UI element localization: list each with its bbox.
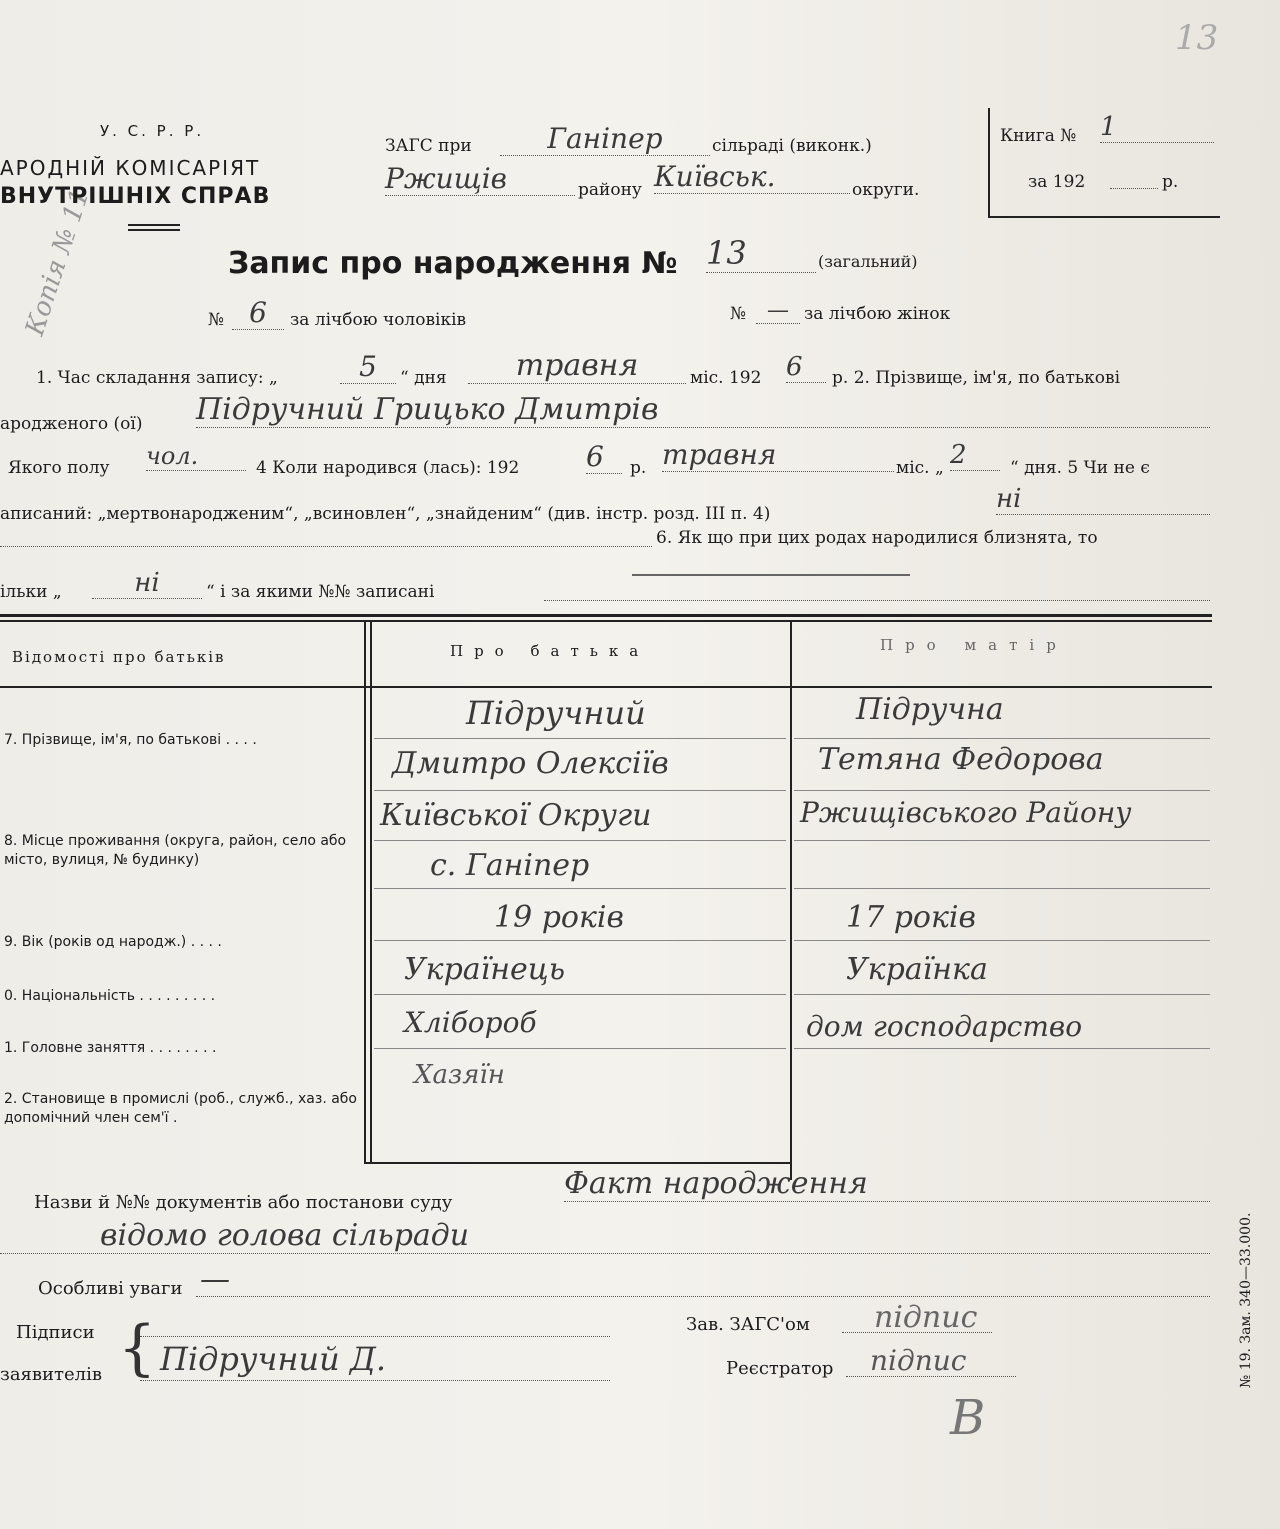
col-header-mother: Про матір [880, 636, 1068, 654]
child-name: Підручний Грицько Дмитрів [196, 392, 1210, 428]
zags-head-signature: підпис [874, 1300, 978, 1335]
raion-value: Ржищів [385, 162, 575, 196]
book-year-label: за 192 [1028, 172, 1086, 192]
father-occupation: Хлібороб [404, 1006, 537, 1039]
mother-residence: Ржищівського Району [800, 796, 1132, 829]
men-count-value: 6 [232, 296, 284, 330]
father-position: Хазяїн [414, 1060, 505, 1090]
field5-label: “ дня. 5 Чи не є [1010, 458, 1150, 478]
status-continuation [0, 546, 652, 547]
registrar-signature: підпис [870, 1344, 967, 1377]
applicant-signature-line-1 [140, 1336, 610, 1337]
notes-value: — [200, 1262, 230, 1297]
row-label-residence: 8. Місце проживання (округа, район, село або місто, вулиця, № будинку) [4, 833, 347, 868]
men-count-label: за лічбою чоловіків [290, 310, 467, 330]
ministry-label: ВНУТРІШНІХ СПРАВ [0, 184, 271, 209]
father-surname: Підручний [466, 694, 646, 732]
twins-numbers-label: “ і за якими №№ записані [206, 582, 435, 602]
applicant-signatures-label-2: заявителів [0, 1364, 102, 1385]
born-month: травня [662, 438, 894, 472]
status-value: ні [996, 484, 1210, 515]
born-month-label: міс. „ [896, 458, 944, 478]
born-when-label: 4 Коли народився (лась): 192 [256, 458, 520, 478]
twins-numbers-field [544, 600, 1210, 601]
registrar-label: Реєстратор [726, 1358, 834, 1379]
born-year-suffix: р. [630, 458, 647, 478]
born-label: ародженого (ої) [0, 414, 143, 434]
father-name: Дмитро Олексіїв [392, 746, 669, 781]
row-label-name: 7. Прізвище, ім'я, по батькові . . . . [4, 732, 257, 748]
village-value: Ганіпер [500, 122, 710, 156]
twins-label: 6. Як що при цих родах народилися близнята, то [656, 528, 1098, 548]
field1-day-label: “ дня [400, 368, 447, 388]
mother-nationality: Українка [846, 952, 988, 987]
zags-head-label: Зав. ЗАГС'ом [686, 1314, 810, 1335]
born-year: 6 [586, 440, 622, 474]
book-year-suffix: р. [1162, 172, 1179, 192]
documents-label: Назви й №№ документів або постанови суду [34, 1192, 453, 1213]
field1-month: травня [468, 348, 686, 384]
col-header-father: Про батька [450, 642, 650, 660]
okruha-label: округи. [852, 180, 920, 200]
mother-occupation: дом господарство [806, 1010, 1083, 1043]
twins-count-value: ні [92, 568, 202, 599]
sex-label: Якого полу [8, 458, 110, 478]
zags-label: ЗАГС при [385, 136, 472, 156]
republic-label: У. С. Р. Р. [100, 122, 205, 140]
field1-year-label: міс. 192 [690, 368, 762, 388]
row-label-position: 2. Становище в промислі (роб., служб., хаз. або допомічний член сем'ї . [4, 1091, 358, 1126]
field1-year: 6 [786, 352, 826, 383]
women-count-label: за лічбою жінок [804, 304, 951, 324]
col-header-info: Відомості про батьків [12, 648, 226, 666]
men-count-prefix: № [208, 310, 225, 330]
field2-label: р. 2. Прізвище, ім'я, по батькові [832, 368, 1121, 388]
book-label: Книга № [1000, 126, 1077, 146]
print-code: № 19. Зам. 340—33.000. [1238, 1212, 1254, 1388]
twins-count-label: ільки „ [0, 582, 62, 602]
notes-field [196, 1296, 1210, 1297]
row-label-age: 9. Вік (років од народж.) . . . . [4, 934, 222, 950]
mother-surname: Підручна [856, 692, 1004, 727]
commissariat-label: АРОДНІЙ КОМІСАРІЯТ [0, 156, 261, 180]
raion-label: району [578, 180, 642, 200]
record-general-label: (загальний) [818, 252, 918, 271]
registrar-mark: В [950, 1390, 986, 1446]
sex-value: чол. [146, 442, 246, 471]
father-nationality: Українець [404, 952, 566, 987]
born-day: 2 [950, 440, 1000, 471]
applicant-signatures-label-1: Підписи [16, 1322, 95, 1343]
field1-day: 5 [340, 350, 396, 384]
applicant-signature: Підручний Д. [160, 1340, 387, 1378]
father-village: с. Ганіпер [430, 848, 590, 883]
father-age: 19 років [494, 900, 624, 935]
women-count-prefix: № [730, 304, 747, 324]
row-label-occupation: 1. Головне заняття . . . . . . . . [4, 1040, 217, 1056]
field1-label: 1. Час складання запису: „ [36, 368, 278, 388]
margin-stamp: Копія № 11 [20, 185, 96, 340]
village-council-label: сільраді (виконк.) [712, 136, 872, 156]
applicant-signature-line-2 [140, 1380, 610, 1381]
women-count-value: — [756, 298, 800, 324]
record-number: 13 [706, 234, 816, 273]
row-label-nationality: 0. Національність . . . . . . . . . [4, 988, 216, 1004]
notes-label: Особливі уваги [38, 1278, 183, 1299]
documents-value-2: відомо голова сільради [0, 1218, 1210, 1254]
mother-age: 17 років [846, 900, 976, 935]
documents-value-1: Факт народження [564, 1166, 1210, 1202]
page-number: 13 [1175, 18, 1219, 58]
book-year-field [1110, 188, 1158, 189]
book-number: 1 [1100, 112, 1214, 143]
father-okruha: Київської Округи [380, 798, 652, 833]
mother-name: Тетяна Федорова [818, 742, 1104, 777]
okruha-value: Київськ. [654, 160, 850, 194]
record-title: Запис про народження № [228, 246, 678, 281]
status-options: аписаний: „мертвонародженим“, „всиновлен“, „знайденим“ (див. інстр. розд. III п. 4) [0, 504, 771, 524]
brace: { [118, 1313, 157, 1383]
